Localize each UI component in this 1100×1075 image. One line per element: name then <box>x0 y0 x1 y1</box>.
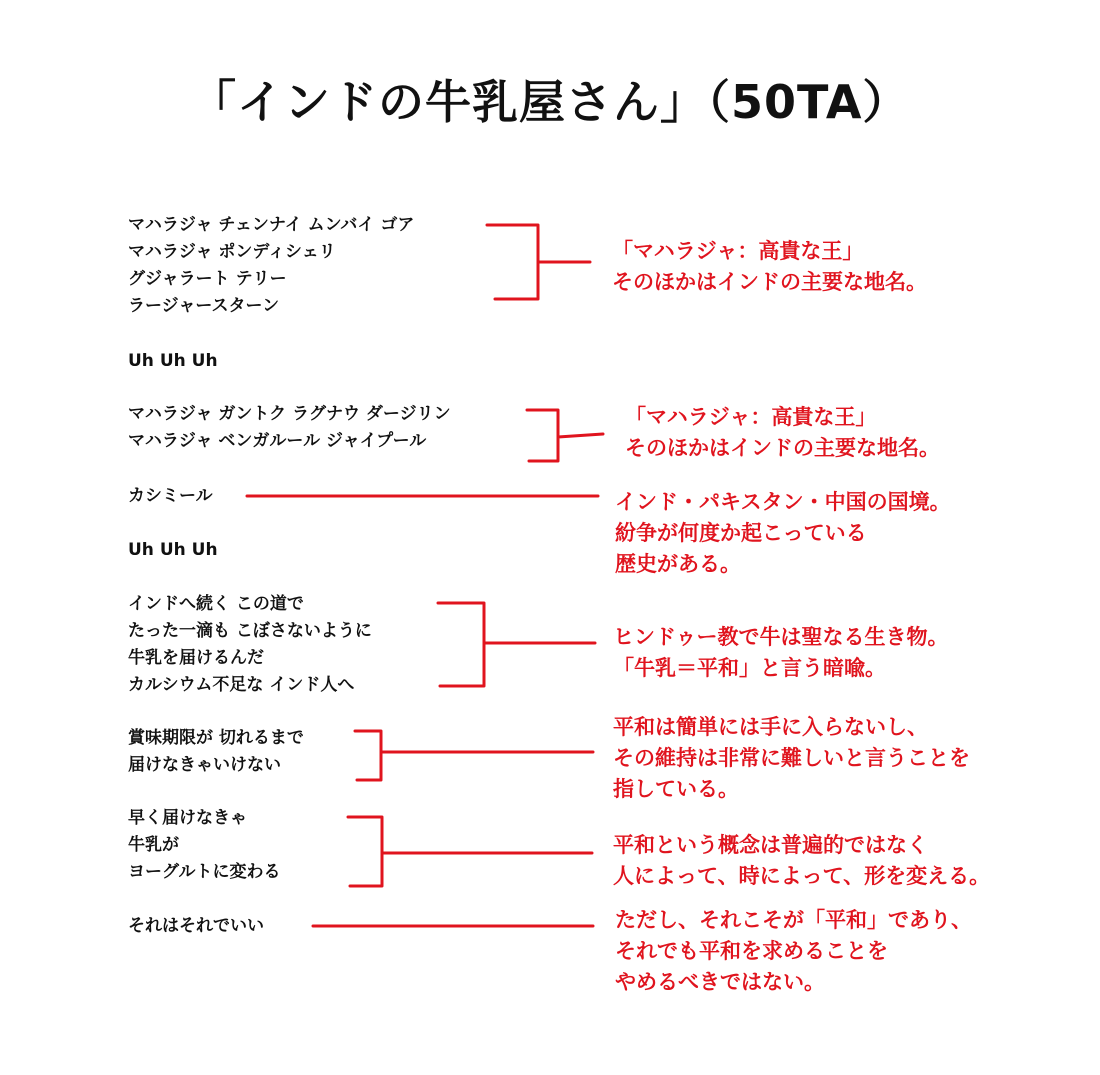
lyric-line: マハラジャ ガントク ラグナウ ダージリン <box>128 404 451 424</box>
annotation-line: 平和は簡単には手に入らないし、 <box>613 715 928 739</box>
annotation-line: そのほかはインドの主要な地名。 <box>612 270 927 294</box>
annotation-line: 「マハラジャ：高貴な王」 <box>625 405 877 429</box>
lyric-line: カシミール <box>128 486 213 506</box>
lyric-line: マハラジャ ベンガルール ジャイプール <box>128 431 427 451</box>
annotation-line: そのほかはインドの主要な地名。 <box>625 436 940 460</box>
lyric-line: 早く届けなきゃ <box>128 808 247 828</box>
annotation-line: その維持は非常に難しいと言うことを <box>613 746 970 770</box>
annotation-line: 歴史がある。 <box>615 552 741 576</box>
lyric-line: Uh Uh Uh <box>128 351 218 371</box>
annotation-line: インド・パキスタン・中国の国境。 <box>615 490 951 514</box>
annotation-line: それでも平和を求めることを <box>615 939 888 963</box>
lyric-line: マハラジャ チェンナイ ムンバイ ゴア <box>128 215 415 235</box>
lyric-line: インドへ続く この道で <box>128 594 304 614</box>
lyric-line: 賞味期限が 切れるまで <box>128 728 304 748</box>
annotation-line: ヒンドゥー教で牛は聖なる生き物。 <box>613 625 949 649</box>
annotation-line: 紛争が何度か起こっている <box>615 521 867 545</box>
lyric-line: ラージャースターン <box>128 296 280 316</box>
bracket-maharaja-1 <box>487 225 590 299</box>
lyric-line: 牛乳が <box>128 835 179 855</box>
lyric-line: カルシウム不足な インド人へ <box>128 675 355 695</box>
lyric-line: たった一滴も こぼさないように <box>128 621 372 641</box>
annotation-line: やめるべきではない。 <box>615 970 825 994</box>
annotation-line: 人によって、時によって、形を変える。 <box>613 864 991 888</box>
lyric-line: Uh Uh Uh <box>128 540 218 560</box>
page-title: 「インドの牛乳屋さん」（50TA） <box>190 75 910 129</box>
lyric-line: 届けなきゃいけない <box>128 755 281 775</box>
bracket-expiry <box>355 731 593 780</box>
annotation-line: 「牛乳＝平和」と言う暗喩。 <box>613 656 886 680</box>
annotation-line: 「マハラジャ：高貴な王」 <box>612 239 864 263</box>
lyric-line: それはそれでいい <box>128 916 264 936</box>
annotation-line: ただし、それこそが「平和」であり、 <box>615 908 972 932</box>
bracket-road-to-india <box>438 603 595 686</box>
lyric-line: 牛乳を届けるんだ <box>128 648 264 668</box>
lyric-line: マハラジャ ポンディシェリ <box>128 242 336 262</box>
bracket-yogurt <box>348 817 592 886</box>
annotation-line: 平和という概念は普遍的ではなく <box>613 833 928 857</box>
lyric-line: ヨーグルトに変わる <box>128 862 281 882</box>
bracket-maharaja-2 <box>527 410 603 461</box>
lyric-line: グジャラート テリー <box>128 269 287 289</box>
annotation-line: 指している。 <box>613 777 739 801</box>
